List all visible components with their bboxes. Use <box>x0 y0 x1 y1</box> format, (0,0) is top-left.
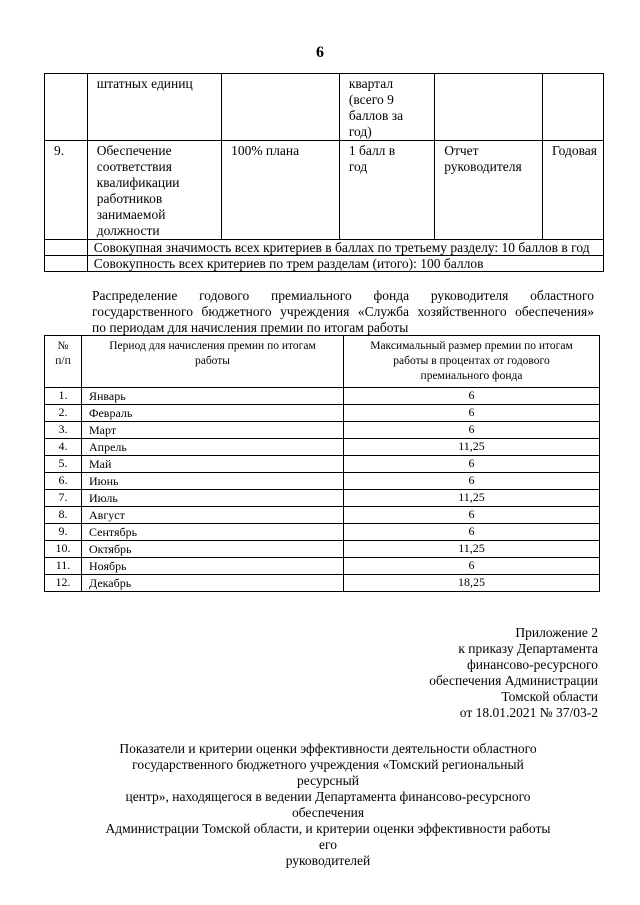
table-row <box>45 141 604 240</box>
criterion-number: 9. <box>45 141 88 240</box>
month-value: 6 <box>344 405 600 422</box>
table-row <box>45 240 604 256</box>
criterion-score <box>339 141 434 240</box>
table-cell <box>435 74 543 141</box>
annex-block <box>298 625 598 721</box>
table-cell <box>45 240 88 256</box>
month-name: Январь <box>82 388 344 405</box>
table-row <box>45 74 604 141</box>
page-number: 6 <box>316 44 324 61</box>
table-row <box>45 541 600 558</box>
table-row <box>45 388 600 405</box>
annex-line: обеспечения Администрации <box>429 673 598 688</box>
month-num: 2. <box>45 405 82 422</box>
header-num <box>45 336 82 388</box>
cell-line: Обеспечение <box>96 143 172 158</box>
month-value: 11,25 <box>344 541 600 558</box>
month-name: Ноябрь <box>82 558 344 575</box>
month-name: Октябрь <box>82 541 344 558</box>
header-line: п/п <box>55 355 71 367</box>
table-cell: штатных единиц <box>87 74 221 141</box>
month-value: 6 <box>344 507 600 524</box>
annex-line: от 18.01.2021 № 37/03-2 <box>459 705 598 720</box>
table-cell <box>45 256 88 272</box>
table-row <box>45 490 600 507</box>
month-num: 3. <box>45 422 82 439</box>
title-line: Показатели и критерии оценки эффективности деятельности областного <box>119 741 537 756</box>
table-cell <box>339 74 434 141</box>
header-line: работы <box>194 355 231 367</box>
month-name: Июль <box>82 490 344 507</box>
header-line: № <box>57 340 69 352</box>
table-row <box>45 405 600 422</box>
month-value: 6 <box>344 388 600 405</box>
month-name: Июнь <box>82 473 344 490</box>
month-num: 6. <box>45 473 82 490</box>
distribution-table <box>44 335 600 592</box>
criteria-table <box>44 73 604 272</box>
cell-line: год <box>348 159 368 174</box>
month-value: 11,25 <box>344 490 600 507</box>
criterion-plan: 100% плана <box>222 141 340 240</box>
month-value: 6 <box>344 558 600 575</box>
month-value: 11,25 <box>344 439 600 456</box>
cell-line: Отчет <box>444 143 479 158</box>
month-name: Сентябрь <box>82 524 344 541</box>
total-summary: Совокупность всех критериев по трем разделам (итого): 100 баллов <box>87 256 603 272</box>
month-num: 1. <box>45 388 82 405</box>
table-row <box>45 558 600 575</box>
month-value: 18,25 <box>344 575 600 592</box>
header-line: работы в процентах от годового <box>393 355 550 367</box>
annex-line: к приказу Департамента <box>458 641 598 656</box>
table-row <box>45 575 600 592</box>
title-line: центр», находящегося в ведении Департамента финансово-ресурсного обеспечения <box>125 789 531 820</box>
month-num: 12. <box>45 575 82 592</box>
table-row <box>45 256 604 272</box>
month-name: Декабрь <box>82 575 344 592</box>
criterion-report <box>435 141 543 240</box>
cell-line: год) <box>348 124 372 139</box>
annex-line: Приложение 2 <box>515 625 598 640</box>
table-cell <box>222 74 340 141</box>
cell-line: (всего 9 <box>348 92 394 107</box>
annex-line: финансово-ресурсного <box>467 657 598 672</box>
cell-line: квалификации <box>96 175 180 190</box>
table-cell <box>543 74 604 141</box>
header-line: премиального фонда <box>420 370 523 382</box>
month-num: 4. <box>45 439 82 456</box>
month-num: 11. <box>45 558 82 575</box>
header-period <box>82 336 344 388</box>
month-num: 10. <box>45 541 82 558</box>
paragraph-line: Распределение годового премиального фонда руководителя областного <box>92 288 594 303</box>
document-title <box>100 741 556 869</box>
table-row <box>45 473 600 490</box>
month-num: 5. <box>45 456 82 473</box>
month-name: Август <box>82 507 344 524</box>
criterion-name <box>87 141 221 240</box>
cell-line: 1 балл в <box>348 143 396 158</box>
section-summary: Совокупная значимость всех критериев в баллах по третьему разделу: 10 баллов в год <box>87 240 603 256</box>
table-row <box>45 507 600 524</box>
header-line: Период для начисления премии по итогам <box>109 340 316 352</box>
table-header-row <box>45 336 600 388</box>
month-name: Март <box>82 422 344 439</box>
cell-line: баллов за <box>348 108 404 123</box>
month-name: Апрель <box>82 439 344 456</box>
table-row <box>45 422 600 439</box>
title-line: Администрации Томской области, и критерии оценки эффективности работы его <box>105 821 551 852</box>
title-line: государственного бюджетного учреждения «Томский региональный ресурсный <box>132 757 524 788</box>
cell-line: должности <box>96 223 160 238</box>
annex-line: Томской области <box>501 689 598 704</box>
paragraph-line: по периодам для начисления премии по итогам работы <box>92 320 409 335</box>
header-line: Максимальный размер премии по итогам <box>370 340 573 352</box>
header-max <box>344 336 600 388</box>
cell-line: работников <box>96 191 163 206</box>
cell-line: руководителя <box>444 159 522 174</box>
month-num: 7. <box>45 490 82 507</box>
month-name: Февраль <box>82 405 344 422</box>
table-row <box>45 439 600 456</box>
cell-line: соответствия <box>96 159 172 174</box>
cell-line: квартал <box>348 76 394 91</box>
table-row <box>45 524 600 541</box>
month-value: 6 <box>344 524 600 541</box>
table-cell <box>45 74 88 141</box>
cell-line: занимаемой <box>96 207 166 222</box>
table-row <box>45 456 600 473</box>
month-value: 6 <box>344 473 600 490</box>
month-value: 6 <box>344 422 600 439</box>
month-num: 9. <box>45 524 82 541</box>
criterion-period: Годовая <box>543 141 604 240</box>
month-value: 6 <box>344 456 600 473</box>
month-num: 8. <box>45 507 82 524</box>
paragraph-line: государственного бюджетного учреждения «Служба хозяйственного обеспечения» <box>92 304 594 319</box>
month-name: Май <box>82 456 344 473</box>
distribution-paragraph <box>92 288 594 336</box>
title-line: руководителей <box>285 853 371 868</box>
